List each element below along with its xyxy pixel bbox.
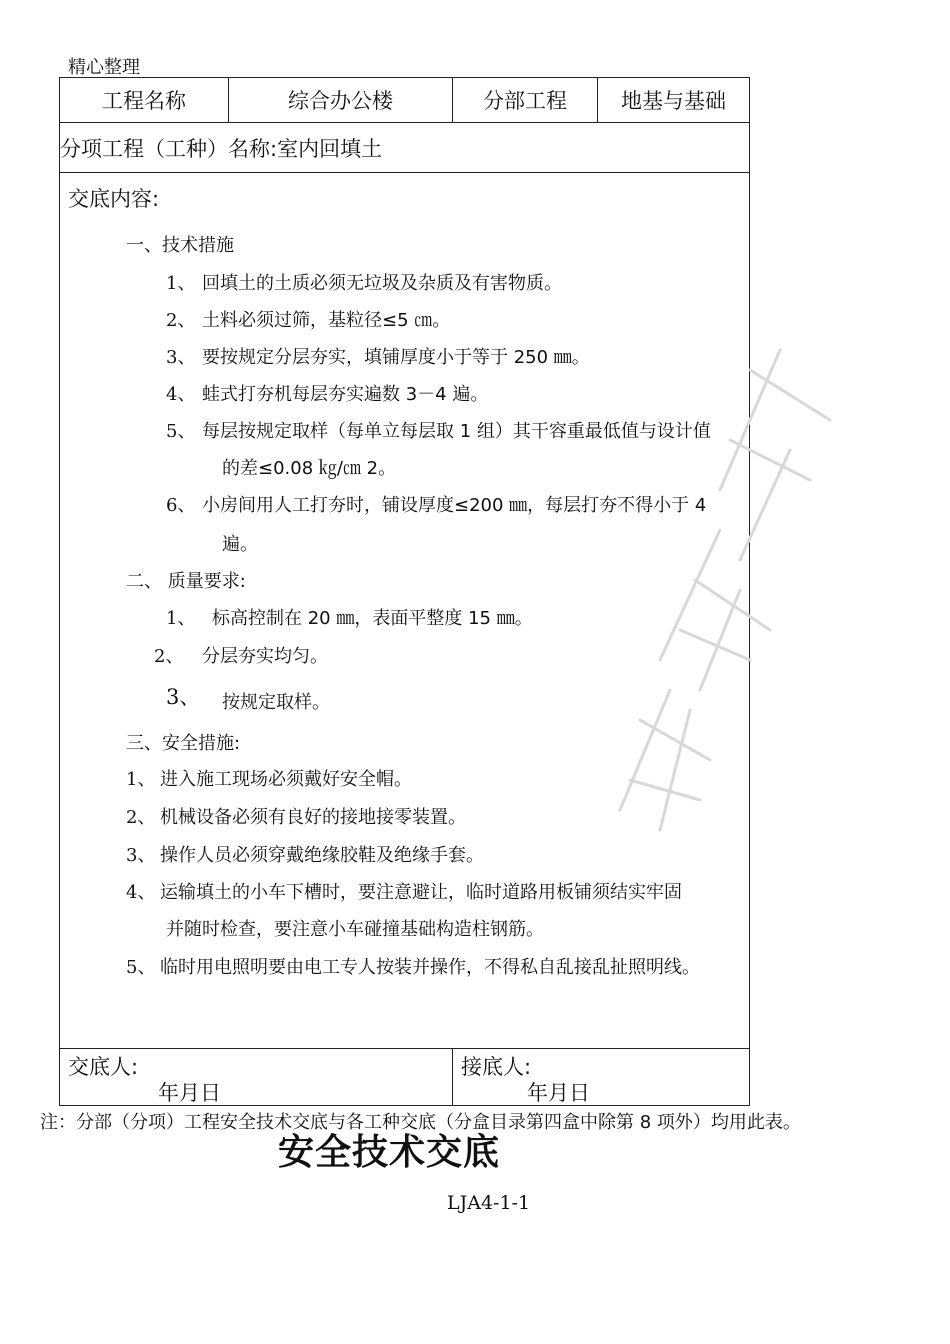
s3-item3-text: 操作人员必须穿戴绝缘胶鞋及绝缘手套。 xyxy=(160,845,484,866)
s1-item6-text: 小房间用人工打夯时，铺设厚度≤200 ㎜，每层打夯不得小于 4 xyxy=(202,495,707,516)
s3-item5-text: 临时用电照明要由电工专人按装并操作，不得私自乱接乱扯照明线。 xyxy=(160,957,700,978)
subitem-label: 分项工程（工种）名称: xyxy=(60,136,278,161)
s2-item2-num: 2、 xyxy=(154,646,184,667)
s1-item4-text: 蛙式打夯机每层夯实遍数 3－4 遍。 xyxy=(202,384,489,405)
project-name-value: 综合办公楼 xyxy=(229,78,453,123)
s3-item5-num: 5、 xyxy=(126,957,156,978)
s1-item4-num: 4、 xyxy=(166,384,196,405)
document-code: LJA4-1-1 xyxy=(447,1192,531,1214)
s1-item3-num: 3、 xyxy=(166,347,196,368)
section3-title: 三、安全措施: xyxy=(126,733,241,754)
s2-item2-text: 分层夯实均匀。 xyxy=(202,646,328,667)
s1-item3-text: 要按规定分层夯实，填铺厚度小于等于 250 ㎜。 xyxy=(202,347,590,368)
s3-item1-num: 1、 xyxy=(126,769,156,790)
division-label: 分部工程 xyxy=(453,78,598,123)
subitem-row xyxy=(60,123,750,173)
s2-item1-text: 标高控制在 20 ㎜，表面平整度 15 ㎜。 xyxy=(212,608,533,629)
handover-table xyxy=(59,77,750,1106)
s3-item1-text: 进入施工现场必须戴好安全帽。 xyxy=(160,769,412,790)
content-cell xyxy=(60,173,750,1049)
s1-item5-text: 每层按规定取样（每单立每层取 1 组）其干容重最低值与设计值 xyxy=(202,421,711,442)
handover-cell xyxy=(60,1049,453,1106)
subitem-value: 室内回填土 xyxy=(277,136,383,161)
s3-item3-num: 3、 xyxy=(126,845,156,866)
s1-item1-num: 1、 xyxy=(166,273,196,294)
s3-item4-cont: 并随时检查，要注意小车碰撞基础构造柱钢筋。 xyxy=(166,919,544,940)
s1-item6-num: 6、 xyxy=(166,495,196,516)
receiver-label: 接底人: xyxy=(461,1055,532,1079)
handover-label: 交底人: xyxy=(68,1055,139,1079)
s1-item5-cont: 的差≤0.08 ㎏/㎝ 2。 xyxy=(222,458,397,479)
s2-item1-num: 1、 xyxy=(166,608,196,629)
s3-item2-num: 2、 xyxy=(126,807,156,828)
s3-item4-num: 4、 xyxy=(126,882,156,903)
receiver-cell xyxy=(453,1049,750,1106)
s1-item2-num: 2、 xyxy=(166,310,196,331)
handover-date: 年月日 xyxy=(158,1081,221,1105)
footnote: 注：分部（分项）工程安全技术交底与各工种交底（分盒目录第四盒中除第 8 项外）均用此表。 xyxy=(40,1112,801,1133)
header-note: 精心整理 xyxy=(68,57,140,78)
s3-item2-text: 机械设备必须有良好的接地接零装置。 xyxy=(160,807,466,828)
s3-item4-text: 运输填土的小车下槽时，要注意避让，临时道路用板铺须结实牢固 xyxy=(160,882,682,903)
receiver-date: 年月日 xyxy=(527,1081,590,1105)
document-title: 安全技术交底 xyxy=(278,1132,501,1173)
s2-item3-num: 3、 xyxy=(166,685,201,709)
content-label: 交底内容: xyxy=(68,187,160,211)
s1-item5-num: 5、 xyxy=(166,421,196,442)
division-value: 地基与基础 xyxy=(598,78,750,123)
project-name-label: 工程名称 xyxy=(60,78,229,123)
s2-item3-text: 按规定取样。 xyxy=(222,692,330,713)
section2-title: 二、 质量要求: xyxy=(126,571,246,592)
s1-item1-text: 回填土的土质必须无垃圾及杂质及有害物质。 xyxy=(202,273,562,294)
section1-title: 一、技术措施 xyxy=(126,235,234,256)
s1-item6-cont: 遍。 xyxy=(222,534,258,555)
s1-item2-text: 土料必须过筛，基粒径≤5 ㎝。 xyxy=(202,310,451,331)
